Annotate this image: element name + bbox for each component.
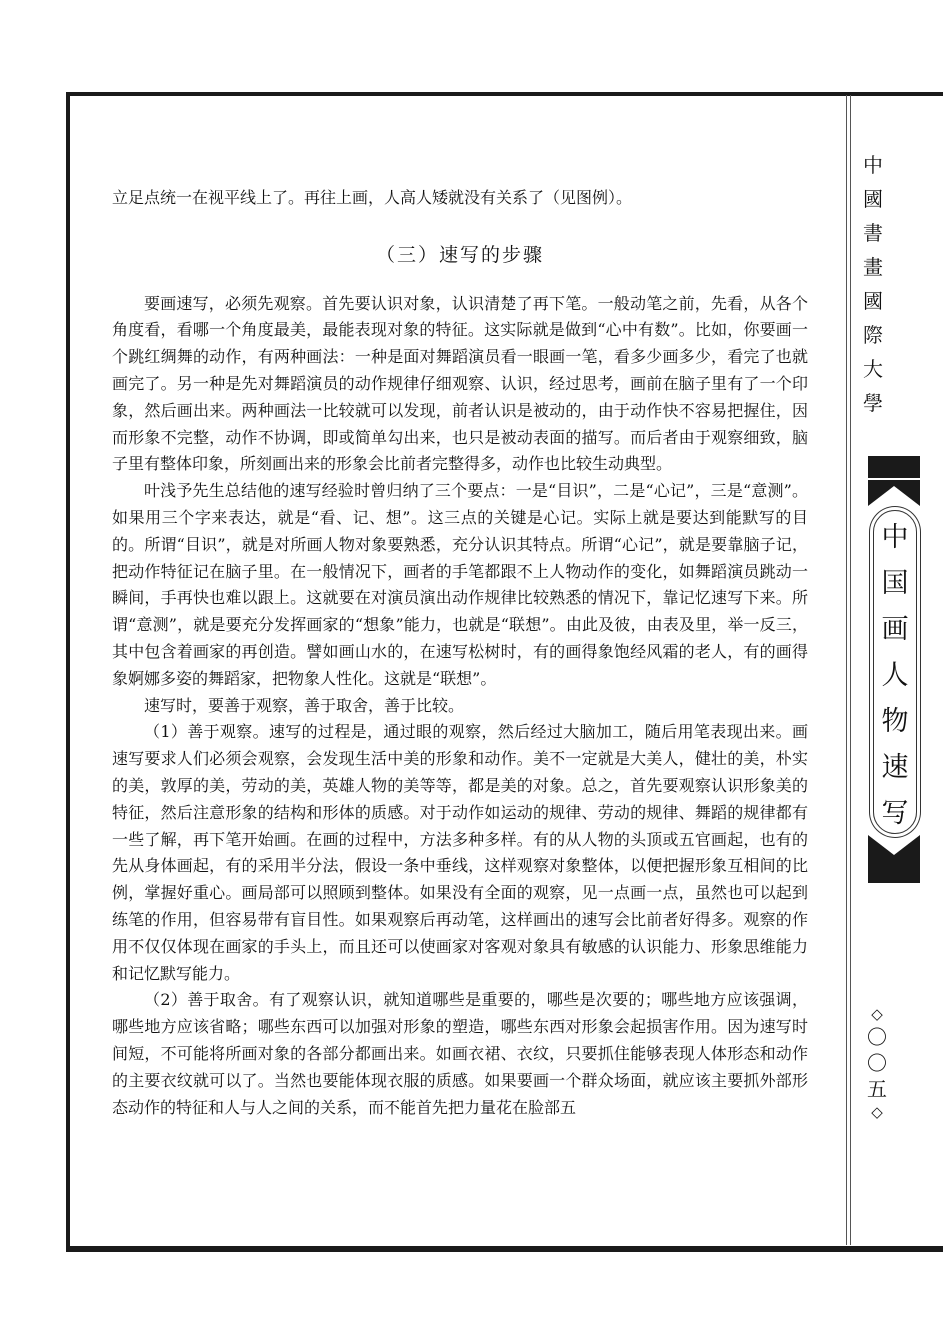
title-char: 速 bbox=[881, 752, 909, 783]
school-name-vertical bbox=[855, 148, 891, 420]
title-char: 写 bbox=[881, 798, 909, 829]
frame-bottom-rule bbox=[66, 1248, 943, 1252]
scroll-cap-bottom bbox=[868, 861, 920, 883]
title-char: 物 bbox=[881, 706, 909, 737]
page-number-char: 〇 bbox=[867, 1025, 887, 1049]
school-char: 國 bbox=[863, 289, 883, 313]
diamond-ornament-icon: ◇ bbox=[871, 1005, 883, 1023]
title-char: 人 bbox=[881, 660, 909, 691]
school-char: 大 bbox=[863, 357, 883, 381]
scroll-cap-top bbox=[868, 456, 920, 478]
diamond-ornament-icon: ◇ bbox=[871, 1103, 883, 1121]
school-char: 國 bbox=[863, 187, 883, 211]
body-paragraph: （2）善于取舍。有了观察认识，就知道哪些是重要的，哪些是次要的；哪些地方应该强调，哪些地方应该省略；哪些东西可以加强对形象的塑造，哪些东西对形象会起损害作用。因为速写时间短，不可能将所画对象的各部分都画出来。如画衣裙、衣纹，只要抓住能够表现人体形态和动作的主要衣纹就可以了。当然也要能体现衣服的质感。如果要画一个群众场面，就应该主要抓外部形态动作的特征和人与人之间的关系，而不能首先把力量花在脸部五 bbox=[112, 990, 808, 1117]
scroll-notch-top bbox=[868, 480, 920, 506]
section-heading: （三）速写的步骤 bbox=[375, 243, 544, 266]
page-number-char: 五 bbox=[867, 1077, 887, 1101]
body-paragraph: 速写时，要善于观察，善于取舍，善于比较。 bbox=[144, 695, 465, 715]
book-title-cartouche bbox=[873, 510, 917, 834]
page-number-char: 〇 bbox=[867, 1051, 887, 1075]
school-char: 際 bbox=[863, 323, 883, 347]
sidebar-divider bbox=[846, 95, 847, 1245]
body-paragraph: 要画速写，必须先观察。首先要认识对象，认识清楚了再下笔。一般动笔之前，先看，从各个角度看，看哪一个角度最美，最能表现对象的特征。这实际就是做到“心中有数”。比如，你要画一个跳红绸舞的动作，有两种画法：一种是面对舞蹈演员看一眼画一笔，看多少画多少，看完了也就画完了。另一种是先对舞蹈演员的动作规律仔细观察、认识，经过思考，画前在脑子里有了一个印象，然后画出来。两种画法一比较就可以发现，前者认识是被动的，由于动作快不容易把握住，因而形象不完整，动作不协调，即或简单勾出来，也只是被动表面的描写。而后者由于观察细致，脑子里有整体印象，所刻画出来的形象会比前者完整得多，动作也比较生动典型。 bbox=[112, 293, 808, 474]
page-number-vertical bbox=[860, 1004, 894, 1122]
sidebar-divider-inner bbox=[850, 95, 851, 1245]
school-char: 學 bbox=[863, 391, 883, 415]
body-paragraph: 叶浅予先生总结他的速写经验时曾归纳了三个要点：一是“目识”，二是“心记”，三是“意测”。如果用三个字来表达，就是“看、记、想”。这三点的关键是心记。实际上就是要达到能默写的目的。所谓“目识”，就是对所画人物对象要熟悉，充分认识其特点。所谓“心记”，就是要靠脑子记，把动作特征记在脑子里。在一般情况下，画者的手笔都跟不上人物动作的变化，如舞蹈演员跳动一瞬间，手再快也难以跟上。这就要在对演员演出动作规律比较熟悉的情况下，靠记忆速写下来。所谓“意测”，就是要充分发挥画家的“想象”能力，也就是“联想”。由此及彼，由表及里，举一反三，其中包含着画家的再创造。譬如画山水的，在速写松树时，有的画得象饱经风霜的老人，有的画得象婀娜多姿的舞蹈家，把物象人性化。这就是“联想”。 bbox=[112, 481, 808, 688]
lead-paragraph: 立足点统一在视平线上了。再往上画，人高人矮就没有关系了（见图例）。 bbox=[112, 188, 633, 207]
school-char: 書 bbox=[863, 221, 883, 245]
title-char: 画 bbox=[881, 614, 909, 645]
school-char: 中 bbox=[863, 153, 883, 177]
page-body bbox=[112, 185, 808, 1121]
title-char: 中 bbox=[881, 522, 909, 553]
school-char: 畫 bbox=[863, 255, 883, 279]
title-char: 国 bbox=[881, 568, 909, 599]
body-paragraph: （1）善于观察。速写的过程是，通过眼的观察，然后经过大脑加工，随后用笔表现出来。画速写要求人们必须会观察，会发现生活中美的形象和动作。美不一定就是大美人，健壮的美，朴实的美，敦厚的美，劳动的美，英雄人物的美等等，都是美的对象。总之，首先要观察认识形象美的特征，然后注意形象的结构和形体的质感。对于动作如运动的规律、劳动的规律、舞蹈的规律都有一些了解，再下笔开始画。在画的过程中，方法多种多样。有的从人物的头顶或五官画起，也有的先从身体画起，有的采用半分法，假设一条中垂线，这样观察对象整体，以便把握形象互相间的比例，掌握好重心。画局部可以照顾到整体。如果没有全面的观察，见一点画一点，虽然也可以起到练笔的作用，但容易带有盲目性。如果观察后再动笔，这样画出的速写会比前者好得多。观察的作用不仅仅体现在画家的手头上，而且还可以使画家对客观对象具有敏感的认识能力、形象思维能力和记忆默写能力。 bbox=[112, 722, 808, 983]
